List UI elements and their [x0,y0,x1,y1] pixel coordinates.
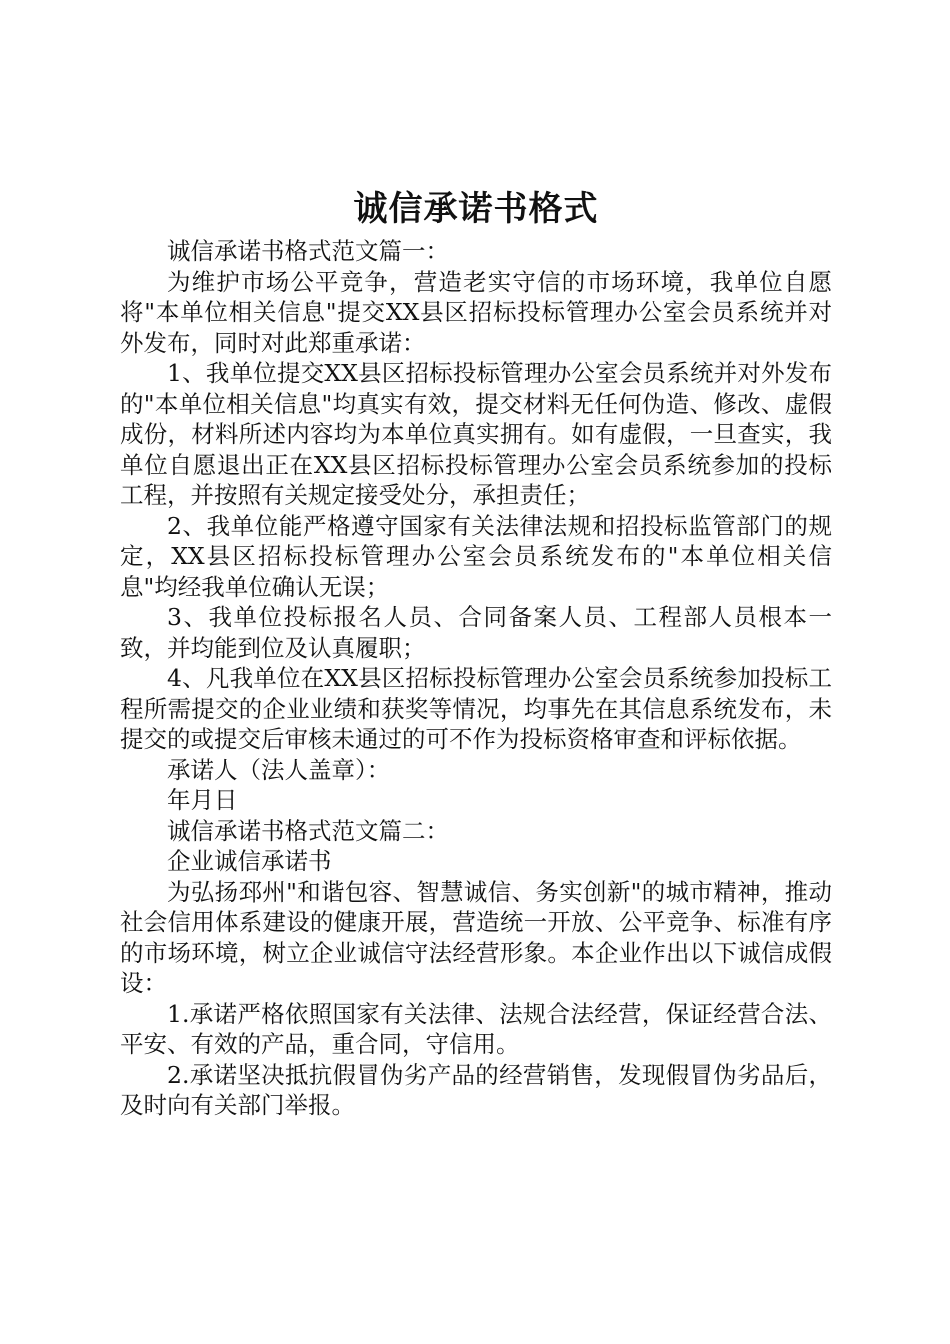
paragraph-intro: 为维护市场公平竞争，营造老实守信的市场环境，我单位自愿将"本单位相关信息"提交XX县区招标投标管理办公室会员系统并对外发布，同时对此郑重承诺： [120,267,832,357]
paragraph-item-3: 3、我单位投标报名人员、合同备案人员、工程部人员根本一致，并均能到位及认真履职； [120,603,832,662]
paragraph-subtitle: 企业诚信承诺书 [167,847,332,875]
paragraph-item-4: 4、凡我单位在XX县区招标投标管理办公室会员系统参加投标工程所需提交的企业业绩和获奖等情况，均事先在其信息系统发布，未提交的或提交后审核未通过的可不作为投标资格审查和评标依据。 [120,664,832,753]
paragraph-signatory: 承诺人（法人盖章）： [167,755,391,784]
document-title: 诚信承诺书格式 [353,189,599,229]
paragraph-item-2: 2、我单位能严格遵守国家有关法律法规和招投标监管部门的规定，XX县区招标投标管理办公室会员系统发布的"本单位相关信息"均经我单位确认无误； [120,511,832,601]
paragraph-pledge-2: 2.承诺坚决抵抗假冒伪劣产品的经营销售，发现假冒伪劣品后，及时向有关部门举报。 [120,1060,832,1119]
paragraph-pledge-1: 1.承诺严格依照国家有关法律、法规合法经营，保证经营合法、平安、有效的产品，重合同，守信用。 [120,999,832,1058]
paragraph-date: 年月日 [167,786,238,814]
paragraph-section-two-heading: 诚信承诺书格式范文篇二： [167,816,449,845]
paragraph-section-one-heading: 诚信承诺书格式范文篇一： [167,237,449,265]
paragraph-intro-two: 为弘扬邳州"和谐包容、智慧诚信、务实创新"的城市精神，推动社会信用体系建设的健康开展，营造统一开放、公平竞争、标准有序的市场环境，树立企业诚信守法经营形象。本企业作出以下诚信成假设： [120,877,832,997]
paragraph-item-1: 1、我单位提交XX县区招标投标管理办公室会员系统并对外发布的"本单位相关信息"均真实有效，提交材料无任何伪造、修改、虚假成份，材料所述内容均为本单位真实拥有。如有虚假，一旦查实，我单位自愿退出正在XX县区招标投标管理办公室会员系统参加的投标工程，并按照有关规定接受处分，承担责任； [120,359,832,509]
document-page [120,182,832,1121]
